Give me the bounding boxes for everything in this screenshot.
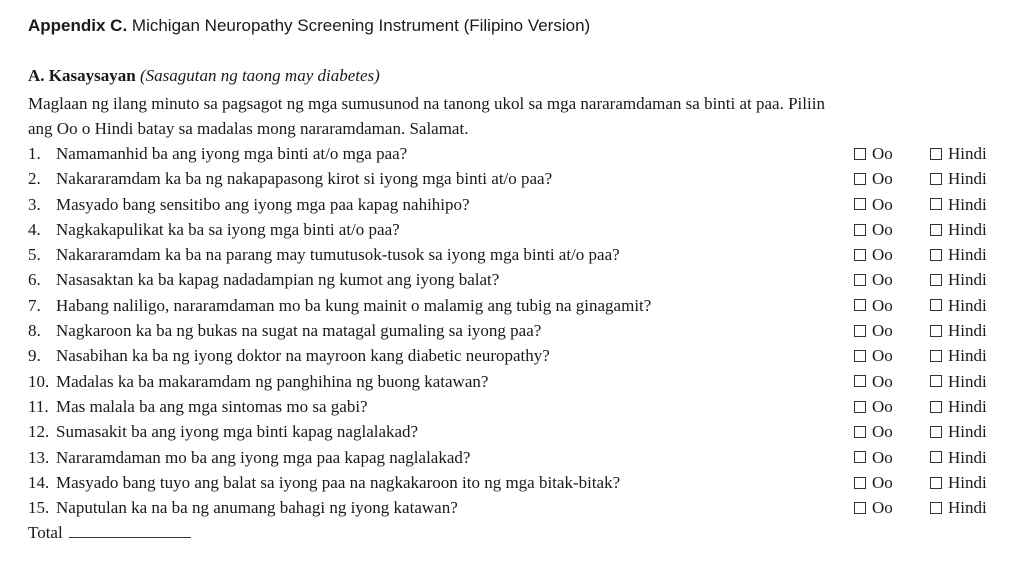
- checkbox-icon[interactable]: [854, 249, 866, 261]
- question-number: 10.: [28, 371, 50, 391]
- question-number: 5.: [28, 245, 41, 265]
- question-text: Namamanhid ba ang iyong mga binti at/o mga paa?: [56, 144, 408, 163]
- option-no[interactable]: [930, 369, 987, 394]
- question-number: 14.: [28, 472, 50, 492]
- option-no[interactable]: [930, 445, 987, 470]
- instrument-title: Michigan Neuropathy Screening Instrument (Filipino Version): [131, 16, 591, 35]
- question-text: Nasasaktan ka ba kapag nadadampian ng kumot ang iyong balat?: [56, 270, 500, 290]
- option-no-label: Hindi: [948, 219, 987, 239]
- option-yes-label: Oo: [872, 498, 893, 518]
- option-yes-label: Oo: [872, 270, 893, 290]
- option-yes-label: Oo: [872, 321, 893, 341]
- checkbox-icon[interactable]: [930, 401, 942, 413]
- question-number: 15.: [28, 498, 50, 518]
- question-number: 6.: [28, 270, 41, 290]
- option-no-label: Hindi: [948, 498, 987, 518]
- question-row: [28, 242, 1014, 267]
- question-number: 3.: [28, 194, 41, 214]
- question-text: Naputulan ka na ba ng anumang bahagi ng iyong katawan?: [56, 498, 458, 518]
- checkbox-icon[interactable]: [854, 375, 866, 387]
- option-no[interactable]: [930, 217, 987, 242]
- option-no-label: Hindi: [948, 295, 987, 315]
- question-text: Madalas ka ba makaramdam ng panghihina ng buong katawan?: [56, 371, 489, 391]
- option-yes[interactable]: [854, 242, 893, 267]
- option-no-label: Hindi: [948, 270, 987, 290]
- option-yes-label: Oo: [872, 396, 893, 416]
- option-yes[interactable]: [854, 495, 893, 520]
- appendix-title: [28, 14, 590, 38]
- option-no-label: Hindi: [948, 447, 987, 467]
- checkbox-icon[interactable]: [930, 350, 942, 362]
- checkbox-icon[interactable]: [854, 325, 866, 337]
- option-no-label: Hindi: [948, 144, 987, 163]
- section-title: A. Kasaysayan: [28, 66, 136, 85]
- instructions-line-2: ang Oo o Hindi batay sa madalas mong nararamdaman. Salamat.: [28, 119, 469, 138]
- checkbox-icon[interactable]: [930, 502, 942, 514]
- option-yes-label: Oo: [872, 194, 893, 214]
- section-heading: [28, 65, 380, 87]
- option-yes[interactable]: [854, 192, 893, 217]
- question-row: [28, 343, 1014, 368]
- question-row: [28, 166, 1014, 191]
- checkbox-icon[interactable]: [854, 173, 866, 185]
- question-number: 2.: [28, 169, 41, 189]
- option-yes[interactable]: [854, 343, 893, 368]
- question-text: Masyado bang tuyo ang balat sa iyong paa na nagkakaroon ito ng mga bitak-bitak?: [56, 472, 621, 492]
- checkbox-icon[interactable]: [854, 148, 866, 160]
- question-text: Nakararamdam ka ba na parang may tumutusok-tusok sa iyong mga binti at/o paa?: [56, 245, 620, 265]
- option-yes[interactable]: [854, 141, 893, 166]
- option-no[interactable]: [930, 267, 987, 292]
- option-no-label: Hindi: [948, 194, 987, 214]
- question-text: Masyado bang sensitibo ang iyong mga paa kapag nahihipo?: [56, 194, 470, 214]
- option-yes[interactable]: [854, 394, 893, 419]
- option-yes[interactable]: [854, 267, 893, 292]
- question-text: Nasabihan ka ba ng iyong doktor na mayroon kang diabetic neuropathy?: [56, 346, 550, 366]
- checkbox-icon[interactable]: [854, 477, 866, 489]
- option-yes-label: Oo: [872, 245, 893, 265]
- checkbox-icon[interactable]: [854, 502, 866, 514]
- option-no-label: Hindi: [948, 321, 987, 341]
- question-row: [28, 495, 1014, 520]
- option-no[interactable]: [930, 318, 987, 343]
- checkbox-icon[interactable]: [930, 148, 942, 160]
- question-row: [28, 192, 1014, 217]
- total-label: Total: [28, 523, 63, 542]
- checkbox-icon[interactable]: [854, 350, 866, 362]
- option-yes[interactable]: [854, 419, 893, 444]
- option-no-label: Hindi: [948, 396, 987, 416]
- question-text: Mas malala ba ang mga sintomas mo sa gabi?: [56, 396, 368, 416]
- option-yes-label: Oo: [872, 219, 893, 239]
- checkbox-icon[interactable]: [930, 477, 942, 489]
- checkbox-icon[interactable]: [854, 274, 866, 286]
- question-number: 4.: [28, 219, 41, 239]
- checkbox-icon[interactable]: [930, 299, 942, 311]
- option-yes-label: Oo: [872, 346, 893, 366]
- question-row: [28, 217, 1014, 242]
- checkbox-icon[interactable]: [930, 325, 942, 337]
- option-no[interactable]: [930, 242, 987, 267]
- question-text: Nagkaroon ka ba ng bukas na sugat na matagal gumaling sa iyong paa?: [56, 321, 542, 341]
- total-row: [28, 521, 191, 545]
- option-yes[interactable]: [854, 293, 893, 318]
- checkbox-icon[interactable]: [930, 426, 942, 438]
- option-yes-label: Oo: [872, 447, 893, 467]
- question-number: 9.: [28, 346, 41, 366]
- checkbox-icon[interactable]: [854, 426, 866, 438]
- option-no[interactable]: [930, 293, 987, 318]
- question-number: 12.: [28, 422, 50, 442]
- question-number: 13.: [28, 447, 50, 467]
- option-yes-label: Oo: [872, 295, 893, 315]
- question-text: Nagkakapulikat ka ba sa iyong mga binti at/o paa?: [56, 219, 400, 239]
- option-no-label: Hindi: [948, 472, 987, 492]
- question-number: 11.: [28, 396, 49, 416]
- question-text: Nakararamdam ka ba ng nakapapasong kirot si iyong mga binti at/o paa?: [56, 169, 553, 189]
- checkbox-icon[interactable]: [930, 375, 942, 387]
- question-list: [28, 141, 1014, 520]
- question-row: [28, 445, 1014, 470]
- option-no[interactable]: [930, 394, 987, 419]
- checkbox-icon[interactable]: [930, 198, 942, 210]
- checkbox-icon[interactable]: [854, 299, 866, 311]
- option-yes[interactable]: [854, 318, 893, 343]
- question-text: Habang naliligo, nararamdaman mo ba kung mainit o malamig ang tubig na ginagamit?: [56, 295, 652, 315]
- option-no[interactable]: [930, 419, 987, 444]
- option-no[interactable]: [930, 343, 987, 368]
- option-no[interactable]: [930, 470, 987, 495]
- instructions-line-1: Maglaan ng ilang minuto sa pagsagot ng mga sumusunod na tanong ukol sa mga nararamdaman sa binti at paa. Piliin: [28, 94, 825, 113]
- question-text: Nararamdaman mo ba ang iyong mga paa kapag naglalakad?: [56, 447, 471, 467]
- option-no-label: Hindi: [948, 422, 987, 442]
- question-text: Sumasakit ba ang iyong mga binti kapag naglalakad?: [56, 422, 419, 442]
- question-number: 7.: [28, 295, 41, 315]
- option-no-label: Hindi: [948, 245, 987, 265]
- instructions: [28, 91, 1014, 141]
- option-no-label: Hindi: [948, 169, 987, 189]
- checkbox-icon[interactable]: [930, 451, 942, 463]
- checkbox-icon[interactable]: [854, 198, 866, 210]
- option-yes-label: Oo: [872, 169, 893, 189]
- question-row: [28, 141, 1014, 166]
- option-yes-label: Oo: [872, 371, 893, 391]
- checkbox-icon[interactable]: [854, 224, 866, 236]
- option-yes[interactable]: [854, 369, 893, 394]
- option-yes-label: Oo: [872, 472, 893, 492]
- question-row: [28, 369, 1014, 394]
- total-blank-field[interactable]: [69, 521, 191, 538]
- appendix-label: Appendix C.: [28, 16, 128, 35]
- question-row: [28, 267, 1014, 292]
- question-number: 8.: [28, 321, 41, 341]
- option-yes-label: Oo: [872, 422, 893, 442]
- checkbox-icon[interactable]: [930, 224, 942, 236]
- checkbox-icon[interactable]: [930, 173, 942, 185]
- question-number: 1.: [28, 144, 41, 163]
- question-row: [28, 318, 1014, 343]
- option-no-label: Hindi: [948, 371, 987, 391]
- question-row: [28, 470, 1014, 495]
- option-no-label: Hindi: [948, 346, 987, 366]
- option-yes[interactable]: [854, 166, 893, 191]
- question-row: [28, 293, 1014, 318]
- option-yes[interactable]: [854, 445, 893, 470]
- option-no[interactable]: [930, 495, 987, 520]
- checkbox-icon[interactable]: [930, 274, 942, 286]
- option-yes[interactable]: [854, 217, 893, 242]
- question-row: [28, 419, 1014, 444]
- checkbox-icon[interactable]: [854, 451, 866, 463]
- checkbox-icon[interactable]: [854, 401, 866, 413]
- section-subtitle: (Sasagutan ng taong may diabetes): [139, 66, 380, 85]
- checkbox-icon[interactable]: [930, 249, 942, 261]
- question-row: [28, 394, 1014, 419]
- option-no[interactable]: [930, 141, 987, 166]
- option-no[interactable]: [930, 192, 987, 217]
- option-yes[interactable]: [854, 470, 893, 495]
- option-no[interactable]: [930, 166, 987, 191]
- option-yes-label: Oo: [872, 144, 893, 163]
